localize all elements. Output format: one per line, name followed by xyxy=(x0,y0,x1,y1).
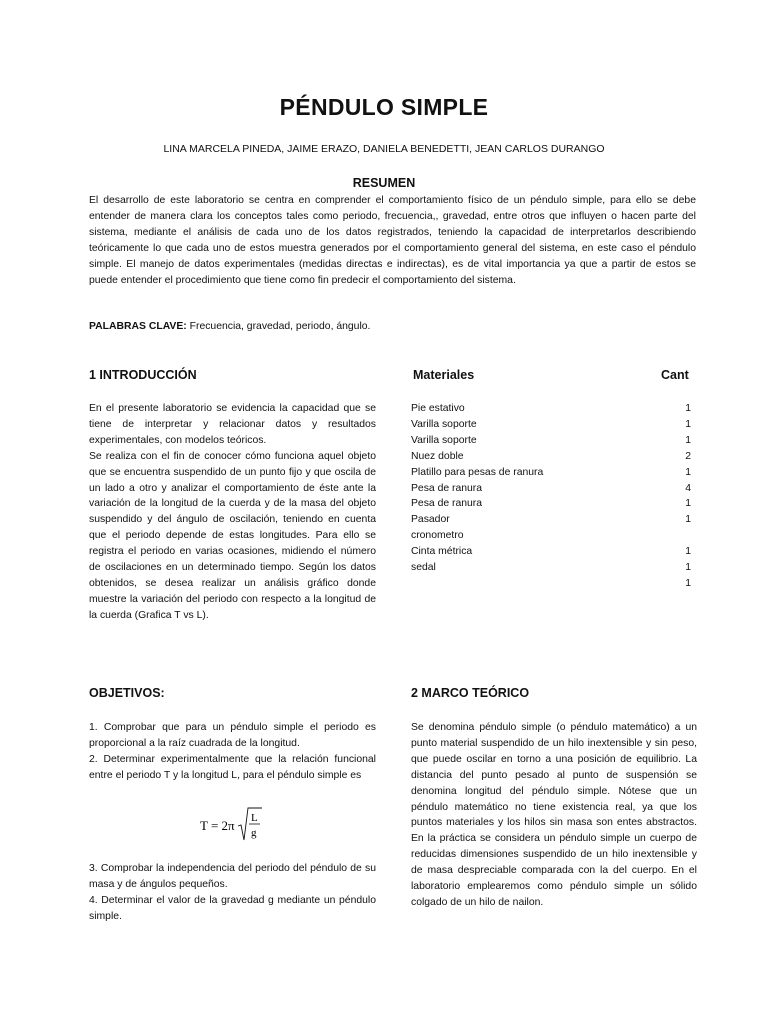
objectives-part-1 xyxy=(89,720,376,784)
material-quantity: 2 xyxy=(685,450,691,462)
intro-paragraph-1: En el presente laboratorio se evidencia la capacidad que se tiene de interpretar y relacionar datos y resultados experimentales, con modelos teóricos. xyxy=(89,403,376,446)
formula-denominator: g xyxy=(251,827,257,839)
material-quantity: 1 xyxy=(685,562,691,574)
formula-lhs: T = 2π xyxy=(200,818,235,833)
author-list: LINA MARCELA PINEDA, JAIME ERAZO, DANIELA BENEDETTI, JEAN CARLOS DURANGO xyxy=(163,143,605,155)
material-name: Varilla soporte xyxy=(411,434,477,446)
material-quantity: 1 xyxy=(685,434,691,446)
keywords-text: Frecuencia, gravedad, periodo, ángulo. xyxy=(186,321,371,332)
objective-1: 1. Comprobar que para un péndulo simple el periodo es proporcional a la raíz cuadrada de la longitud. xyxy=(89,722,376,749)
abstract-heading: RESUMEN xyxy=(352,176,416,190)
material-quantity: 1 xyxy=(685,546,691,558)
keywords-label: PALABRAS CLAVE: xyxy=(89,321,187,332)
material-quantity: 1 xyxy=(685,498,691,510)
intro-heading: 1 INTRODUCCIÓN xyxy=(89,368,197,382)
marco-heading: 2 MARCO TEÓRICO xyxy=(411,686,530,700)
material-name xyxy=(411,576,551,592)
materials-table xyxy=(411,401,691,592)
paper-title: PÉNDULO SIMPLE xyxy=(279,94,489,120)
material-row xyxy=(411,417,691,433)
material-name: Cinta métrica xyxy=(411,546,473,558)
intro-body xyxy=(89,401,376,624)
objective-3: 3. Comprobar la independencia del periodo del péndulo de su masa y de ángulos pequeños. xyxy=(89,863,376,890)
material-name: sedal xyxy=(411,562,436,574)
material-row xyxy=(411,449,691,465)
material-row xyxy=(411,496,691,512)
material-quantity xyxy=(651,528,691,544)
material-name: Pasador xyxy=(411,514,450,526)
material-name: Nuez doble xyxy=(411,450,464,462)
material-quantity: 1 xyxy=(685,403,691,414)
objectives-heading: OBJETIVOS: xyxy=(89,686,165,700)
material-row xyxy=(411,465,691,481)
quantity-heading: Cant xyxy=(661,368,689,382)
keywords xyxy=(89,319,696,335)
abstract-text: El desarrollo de este laboratorio se centra en comprender el comportamiento físico de un péndulo simple, para ello se debe entender de manera clara los conceptos tales como periodo, frecuencia,, gravedad, entre otros que influyen o hacen parte del sistema, mediante el análisis de cada uno de los datos registrados, teniendo la capacidad de interpretarlos describiendo teóricamente lo que cada uno de estos muestra generados por el comportamiento general del sistema, en este caso el péndulo simple. El manejo de datos experimentales (medidas directas e indirectas), es de vital importancia ya que a partir de estos se puede entender el procedimiento que tiene como fin predecir el comportamiento del sistema. xyxy=(89,195,696,286)
material-quantity: 1 xyxy=(685,514,691,526)
material-name: Pesa de ranura xyxy=(411,498,483,510)
material-quantity: 1 xyxy=(685,418,691,430)
period-formula xyxy=(200,806,260,846)
material-row xyxy=(411,401,691,417)
material-name: cronometro xyxy=(411,530,464,542)
material-row xyxy=(411,512,691,528)
material-row xyxy=(411,576,691,592)
material-row xyxy=(411,560,691,576)
material-name: Pesa de ranura xyxy=(411,482,483,494)
intro-paragraph-2: Se realiza con el fin de conocer cómo funciona aquel objeto que se encuentra suspendido de un punto fijo y que oscila de un lado a otro y analizar el comportamiento de éste ante la variación de la longitud de la cuerda y de la masa del objeto suspendido y del ángulo de oscilación, teniendo en cuenta que el periodo depende de estas longitudes. Para ello se registra el periodo en varias ocasiones, midiendo el número de oscilaciones en un determinado tiempo. Según los datos obtenidos, se desea realizar un análisis gráfico donde muestre la variación del periodo con respecto a la longitud de la cuerda (Grafica T vs L). xyxy=(89,450,376,621)
material-quantity: 1 xyxy=(685,577,691,589)
material-row xyxy=(411,544,691,560)
material-row xyxy=(411,433,691,449)
material-quantity: 1 xyxy=(685,466,691,478)
objectives-part-2 xyxy=(89,861,376,925)
material-name: Varilla soporte xyxy=(411,418,477,430)
objective-2: 2. Determinar experimentalmente que la relación funcional entre el periodo T y la longitud L, para el péndulo simple es xyxy=(89,753,376,781)
material-name: Platillo para pesas de ranura xyxy=(411,466,544,478)
material-row xyxy=(411,481,691,497)
material-row xyxy=(411,528,691,544)
material-name: Pie estativo xyxy=(411,403,465,414)
marco-text: Se denomina péndulo simple (o péndulo matemático) a un punto material suspendido de un hilo inextensible y sin peso, que puede oscilar en torno a una posición de equilibrio. La distancia del punto pesado al punto de suspensión se denomina longitud del péndulo simple. Nótese que un péndulo matemático no tiene existencia real, ya que los puntos materiales y los hilos sin masa son entes abstractos. En la práctica se considera un péndulo simple un cuerpo de reducidas dimensiones suspendido de un hilo inextensible y de masa despreciable comparada con la del cuerpo. En el laboratorio emplearemos como péndulo simple un sólido colgado de un hilo de nailon. xyxy=(411,722,697,908)
material-quantity: 4 xyxy=(685,482,691,494)
materials-heading: Materiales xyxy=(413,368,475,382)
formula-numerator: L xyxy=(251,812,258,824)
period-formula-svg xyxy=(200,806,270,846)
objective-4: 4. Determinar el valor de la gravedad g mediante un péndulo simple. xyxy=(89,894,376,922)
